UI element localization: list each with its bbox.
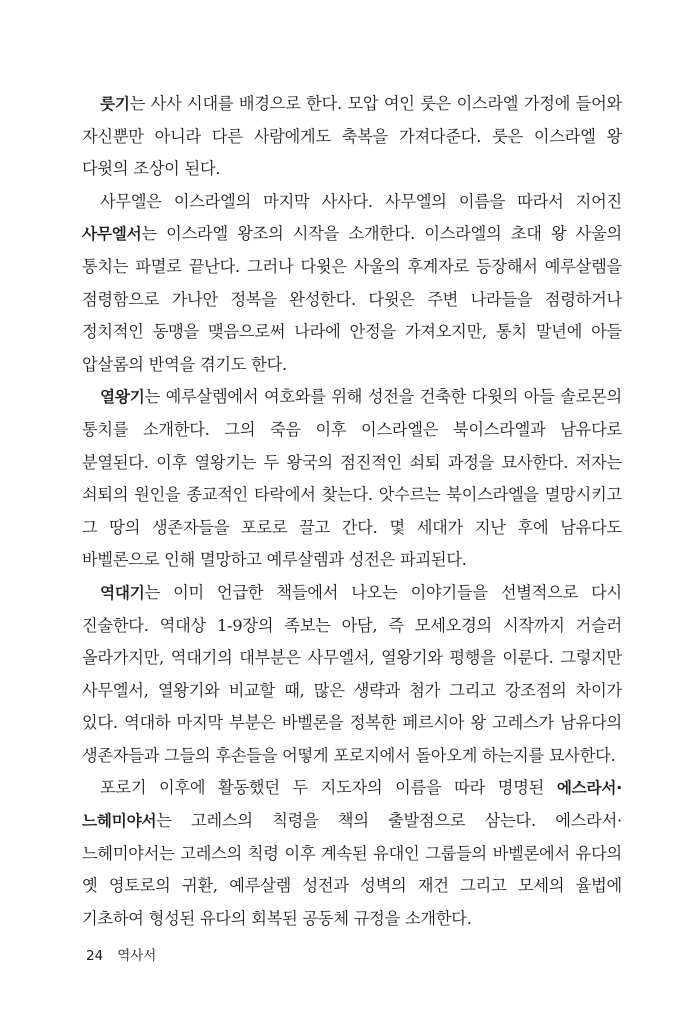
paragraph-samuel <box>82 186 622 382</box>
paragraph-ezra-nehemiah <box>82 772 622 935</box>
term-ezra-nehemiah: 에스라서·느헤미야서 <box>82 779 622 831</box>
paragraph-text: 는 예루살렘에서 여호와를 위해 성전을 건축한 다윗의 아들 솔로몬의 통치를 소개한다. 그의 죽음 이후 이스라엘은 북이스라엘과 남유다로 분열된다. 이후 열왕기는 두 왕국의 점진적인 쇠퇴 과정을 묘사한다. 저자는 쇠퇴의 원인을 종교적인 타락에서 찾는다. 앗수르는 북이스라엘을 멸망시키고 그 땅의 생존자들을 포로로 끌고 간다. 몇 세대가 지난 후에 남유다도 바벨론으로 인해 멸망하고 예루살렘과 성전은 파괴된다. <box>82 387 622 570</box>
body-text <box>82 88 622 935</box>
term-chronicles: 역대기 <box>100 583 145 602</box>
paragraph-lead: 사무엘은 이스라엘의 마지막 사사다. 사무엘의 이름을 따라서 지어진 <box>100 191 622 211</box>
paragraph-ruth <box>82 88 622 186</box>
paragraph-kings <box>82 381 622 577</box>
paragraph-text: 는 고레스의 칙령을 책의 출발점으로 삼는다. 에스라서·느헤미야서는 고레스의 칙령 이후 계속된 유대인 그룹들의 바벨론에서 유다의 옛 영토로의 귀환, 예루살렘 성전과 성벽의 재건 그리고 모세의 율법에 기초하여 형성된 유다의 회복된 공동체 규정을 소개한다. <box>82 811 622 928</box>
paragraph-text: 는 이스라엘 왕조의 시작을 소개한다. 이스라엘의 초대 왕 사울의 통치는 파멸로 끝난다. 그러나 다윗은 사울의 후계자로 등장해서 예루살렘을 점령함으로 가나안 정복을 완성한다. 다윗은 주변 나라들을 점령하거나 정치적인 동맹을 맺음으로써 나라에 안정을 가져오지만, 통치 말년에 아들 압살롬의 반역을 겪기도 한다. <box>82 224 622 374</box>
paragraph-text: 는 이미 언급한 책들에서 나오는 이야기들을 선별적으로 다시 진술한다. 역대상 1-9장의 족보는 아담, 즉 모세오경의 시작까지 거슬러 올라가지만, 역대기의 대부분은 사무엘서, 열왕기와 평행을 이룬다. 그렇지만 사무엘서, 열왕기와 비교할 때, 많은 생략과 첨가 그리고 강조점의 차이가 있다. 역대하 마지막 부분은 바벨론을 정복한 페르시아 왕 고레스가 남유다의 생존자들과 그들의 후손들을 어떻게 포로지에서 돌아오게 하는지를 묘사한다. <box>82 582 622 765</box>
page-footer <box>86 944 156 964</box>
term-ruth: 룻기 <box>100 95 130 113</box>
running-title: 역사서 <box>117 948 157 964</box>
paragraph-lead: 포로기 이후에 활동했던 두 지도자의 이름을 따라 명명된 <box>100 778 557 798</box>
term-kings: 열왕기 <box>100 388 145 407</box>
term-samuel: 사무엘서 <box>82 225 142 244</box>
page-number: 24 <box>86 948 104 964</box>
paragraph-chronicles <box>82 577 622 773</box>
paragraph-text: 는 사사 시대를 배경으로 한다. 모압 여인 룻은 이스라엘 가정에 들어와 자신뿐만 아니라 다른 사람에게도 축복을 가져다준다. 룻은 이스라엘 왕 다윗의 조상이 된다. <box>82 94 622 179</box>
